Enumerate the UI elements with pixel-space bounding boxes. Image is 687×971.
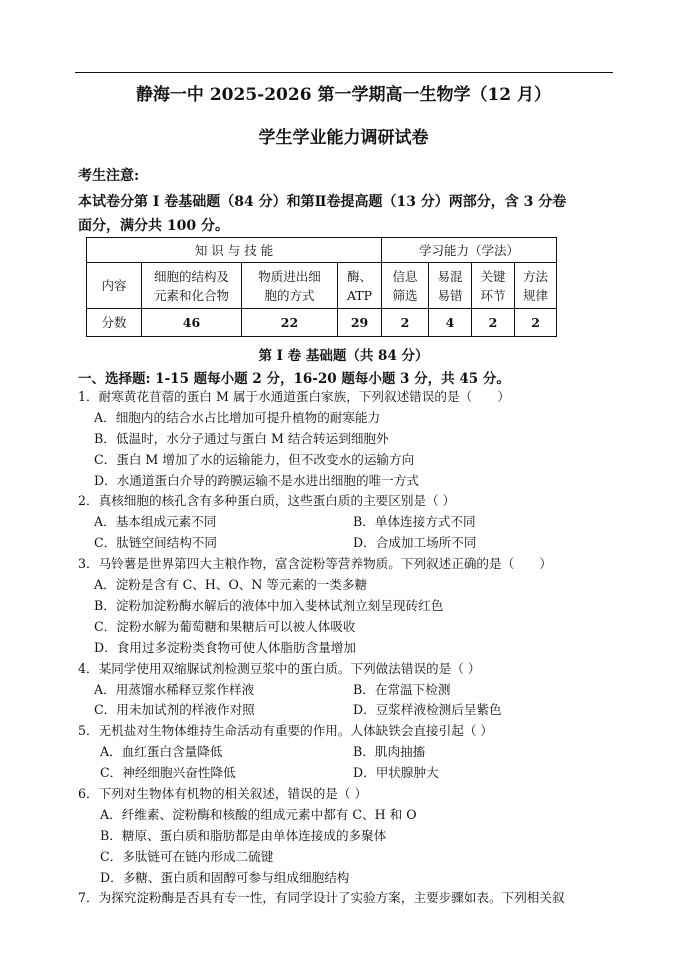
part1-title: 第 I 卷 基础题（共 84 分） (258, 348, 429, 364)
group-knowledge-skills: 知 识 与 技 能 (87, 238, 382, 263)
question-stem: 2．真核细胞的核孔含有多种蛋白质，这些蛋白质的主要区别是（ ） (78, 493, 456, 508)
col-header: 易混 易错 (429, 263, 472, 309)
question-stem: 6．下列对生物体有机物的相关叙述，错误的是（ ） (78, 786, 368, 801)
option: A．淀粉是含有 C、H、O、N 等元素的一类多糖 (94, 577, 368, 592)
question-stem: 4．某同学使用双缩脲试剂检测豆浆中的蛋白质。下列做法错误的是（ ） (78, 661, 481, 676)
option: A．纤维素、淀粉酶和核酸的组成元素中都有 C、H 和 O (100, 807, 417, 822)
option: D．多糖、蛋白质和固醇可参与组成细胞结构 (100, 870, 350, 885)
option: D．食用过多淀粉类食物可使人体脂肪含量增加 (94, 640, 356, 655)
question-stem: 7．为探究淀粉酶是否具有专一性，有同学设计了实验方案，主要步骤如表。下列相关叙 (78, 890, 565, 905)
option: B．淀粉加淀粉酶水解后的液体中加入斐林试剂立刻呈现砖红色 (94, 598, 444, 613)
option: C．淀粉水解为葡萄糖和果糖后可以被人体吸收 (94, 619, 356, 634)
option: B．低温时，水分子通过与蛋白 M 结合转运到细胞外 (94, 431, 389, 446)
exam-subtitle: 学生学业能力调研试卷 (258, 128, 429, 148)
exam-title: 静海一中 2025-2026 第一学期高一生物学（12 月） (135, 85, 552, 105)
option: C．用未加试剂的样液作对照 (94, 702, 255, 717)
option: C．肽链空间结构不同 (94, 535, 217, 550)
row-label-score: 分数 (87, 309, 142, 337)
option: A．细胞内的结合水占比增加可提升植物的耐寒能力 (94, 410, 381, 425)
score-cell: 2 (472, 309, 515, 337)
group-learning-ability: 学习能力（学法） (382, 238, 557, 263)
score-cell: 46 (142, 309, 242, 337)
score-cell: 22 (242, 309, 338, 337)
notice-label: 考生注意: (78, 168, 140, 184)
option: B．糖原、蛋白质和脂肪都是由单体连接成的多聚体 (100, 828, 387, 843)
row-label-content: 内容 (87, 263, 142, 309)
col-header: 信息 筛选 (382, 263, 429, 309)
col-header: 酶、 ATP (338, 263, 382, 309)
col-header: 细胞的结构及 元素和化合物 (142, 263, 242, 309)
option: A．基本组成元素不同 (94, 514, 217, 529)
option: D．水通道蛋白介导的跨膜运输不是水进出细胞的唯一方式 (94, 473, 419, 488)
option: B．肌肉抽搐 (353, 744, 426, 759)
option: D．甲状腺肿大 (353, 765, 439, 780)
score-cell: 4 (429, 309, 472, 337)
header-rule (75, 72, 613, 73)
option: A．用蒸馏水稀释豆浆作样液 (94, 682, 255, 697)
option: D．合成加工场所不同 (353, 535, 477, 550)
score-cell: 2 (515, 309, 557, 337)
score-cell: 2 (382, 309, 429, 337)
option: D．豆浆样液检测后呈紫色 (353, 702, 502, 717)
option: C．蛋白 M 增加了水的运输能力，但不改变水的运输方向 (94, 452, 415, 467)
question-stem: 3．马铃薯是世界第四大主粮作物，富含淀粉等营养物质。下列叙述正确的是（ ） (78, 556, 552, 571)
notice-line-2: 面分，满分共 100 分。 (78, 218, 229, 234)
col-header: 关键 环节 (472, 263, 515, 309)
option: B．单体连接方式不同 (353, 514, 476, 529)
col-header: 方法 规律 (515, 263, 557, 309)
option: B．在常温下检测 (353, 682, 451, 697)
option: C．神经细胞兴奋性降低 (100, 765, 236, 780)
question-stem: 5．无机盐对生物体维持生命活动有重要的作用。人体缺铁会直接引起（ ） (78, 723, 494, 738)
section1-title: 一、选择题: 1-15 题每小题 2 分，16-20 题每小题 3 分，共 45 分。 (78, 371, 510, 387)
question-stem: 1．耐寒黄花苜蓿的蛋白 M 属于水通道蛋白家族，下列叙述错误的是（ ） (78, 389, 510, 404)
notice-line-1: 本试卷分第 I 卷基础题（84 分）和第Ⅱ卷提高题（13 分）两部分，含 3 分卷 (78, 194, 567, 210)
score-distribution-table (86, 237, 557, 337)
score-cell: 29 (338, 309, 382, 337)
col-header: 物质进出细 胞的方式 (242, 263, 338, 309)
option: C．多肽链可在链内形成二硫键 (100, 849, 274, 864)
option: A．血红蛋白含量降低 (100, 744, 223, 759)
